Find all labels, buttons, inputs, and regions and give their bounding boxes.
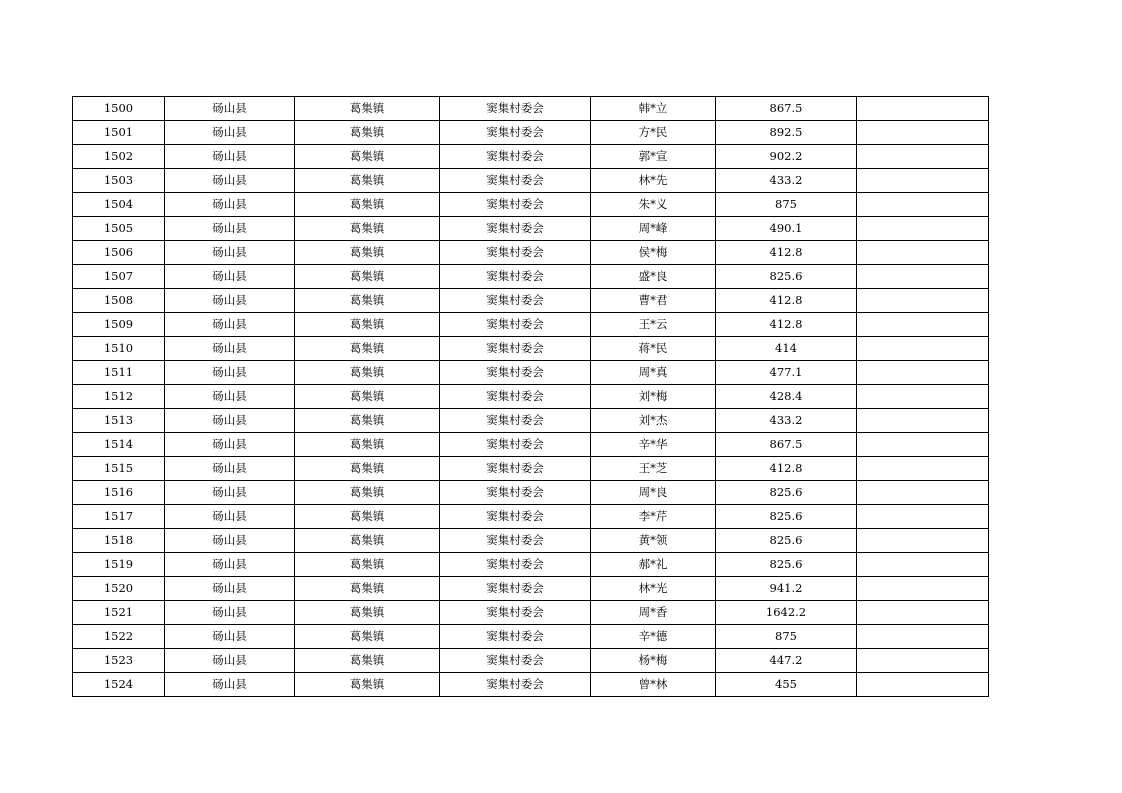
cell-town: 葛集镇 bbox=[295, 241, 440, 265]
cell-person-name: 韩*立 bbox=[591, 97, 716, 121]
cell-note bbox=[857, 169, 989, 193]
table-row bbox=[73, 385, 989, 409]
cell-serial-number: 1512 bbox=[73, 385, 165, 409]
cell-serial-number: 1500 bbox=[73, 97, 165, 121]
cell-person-name: 林*先 bbox=[591, 169, 716, 193]
cell-village-committee: 窦集村委会 bbox=[440, 529, 591, 553]
cell-amount: 902.2 bbox=[716, 145, 857, 169]
table-row bbox=[73, 457, 989, 481]
cell-person-name: 郝*礼 bbox=[591, 553, 716, 577]
cell-town: 葛集镇 bbox=[295, 577, 440, 601]
cell-note bbox=[857, 265, 989, 289]
table-row bbox=[73, 169, 989, 193]
cell-person-name: 辛*德 bbox=[591, 625, 716, 649]
table-body bbox=[73, 97, 989, 697]
cell-note bbox=[857, 241, 989, 265]
cell-note bbox=[857, 385, 989, 409]
cell-serial-number: 1518 bbox=[73, 529, 165, 553]
cell-village-committee: 窦集村委会 bbox=[440, 361, 591, 385]
table-row bbox=[73, 193, 989, 217]
cell-serial-number: 1501 bbox=[73, 121, 165, 145]
cell-county: 砀山县 bbox=[165, 361, 295, 385]
cell-note bbox=[857, 433, 989, 457]
cell-county: 砀山县 bbox=[165, 553, 295, 577]
cell-town: 葛集镇 bbox=[295, 601, 440, 625]
cell-town: 葛集镇 bbox=[295, 649, 440, 673]
table-row bbox=[73, 673, 989, 697]
cell-county: 砀山县 bbox=[165, 481, 295, 505]
cell-county: 砀山县 bbox=[165, 217, 295, 241]
cell-note bbox=[857, 97, 989, 121]
document-sheet bbox=[72, 96, 988, 697]
table-row bbox=[73, 313, 989, 337]
cell-note bbox=[857, 193, 989, 217]
cell-amount: 447.2 bbox=[716, 649, 857, 673]
table-row bbox=[73, 625, 989, 649]
cell-county: 砀山县 bbox=[165, 625, 295, 649]
cell-amount: 892.5 bbox=[716, 121, 857, 145]
cell-village-committee: 窦集村委会 bbox=[440, 457, 591, 481]
cell-serial-number: 1515 bbox=[73, 457, 165, 481]
cell-person-name: 侯*梅 bbox=[591, 241, 716, 265]
cell-amount: 412.8 bbox=[716, 289, 857, 313]
cell-note bbox=[857, 361, 989, 385]
cell-amount: 825.6 bbox=[716, 505, 857, 529]
cell-town: 葛集镇 bbox=[295, 433, 440, 457]
cell-county: 砀山县 bbox=[165, 97, 295, 121]
cell-village-committee: 窦集村委会 bbox=[440, 217, 591, 241]
cell-person-name: 黄*领 bbox=[591, 529, 716, 553]
cell-person-name: 周*峰 bbox=[591, 217, 716, 241]
cell-county: 砀山县 bbox=[165, 169, 295, 193]
cell-amount: 433.2 bbox=[716, 409, 857, 433]
cell-person-name: 刘*梅 bbox=[591, 385, 716, 409]
cell-county: 砀山县 bbox=[165, 145, 295, 169]
cell-village-committee: 窦集村委会 bbox=[440, 625, 591, 649]
cell-amount: 825.6 bbox=[716, 553, 857, 577]
cell-town: 葛集镇 bbox=[295, 553, 440, 577]
cell-serial-number: 1520 bbox=[73, 577, 165, 601]
cell-town: 葛集镇 bbox=[295, 385, 440, 409]
cell-county: 砀山县 bbox=[165, 241, 295, 265]
cell-person-name: 盛*良 bbox=[591, 265, 716, 289]
cell-town: 葛集镇 bbox=[295, 481, 440, 505]
cell-county: 砀山县 bbox=[165, 529, 295, 553]
cell-town: 葛集镇 bbox=[295, 337, 440, 361]
cell-person-name: 曹*君 bbox=[591, 289, 716, 313]
cell-village-committee: 窦集村委会 bbox=[440, 265, 591, 289]
cell-serial-number: 1507 bbox=[73, 265, 165, 289]
cell-note bbox=[857, 505, 989, 529]
cell-note bbox=[857, 457, 989, 481]
cell-note bbox=[857, 673, 989, 697]
cell-note bbox=[857, 217, 989, 241]
cell-town: 葛集镇 bbox=[295, 97, 440, 121]
cell-serial-number: 1503 bbox=[73, 169, 165, 193]
cell-amount: 867.5 bbox=[716, 433, 857, 457]
cell-town: 葛集镇 bbox=[295, 409, 440, 433]
table-row bbox=[73, 361, 989, 385]
cell-amount: 1642.2 bbox=[716, 601, 857, 625]
cell-serial-number: 1523 bbox=[73, 649, 165, 673]
table-row bbox=[73, 145, 989, 169]
cell-county: 砀山县 bbox=[165, 505, 295, 529]
cell-village-committee: 窦集村委会 bbox=[440, 121, 591, 145]
cell-village-committee: 窦集村委会 bbox=[440, 481, 591, 505]
cell-serial-number: 1519 bbox=[73, 553, 165, 577]
cell-note bbox=[857, 289, 989, 313]
cell-person-name: 林*光 bbox=[591, 577, 716, 601]
cell-town: 葛集镇 bbox=[295, 529, 440, 553]
cell-person-name: 周*良 bbox=[591, 481, 716, 505]
cell-village-committee: 窦集村委会 bbox=[440, 313, 591, 337]
cell-county: 砀山县 bbox=[165, 385, 295, 409]
cell-amount: 428.4 bbox=[716, 385, 857, 409]
cell-amount: 414 bbox=[716, 337, 857, 361]
cell-county: 砀山县 bbox=[165, 649, 295, 673]
table-row bbox=[73, 409, 989, 433]
cell-town: 葛集镇 bbox=[295, 505, 440, 529]
cell-county: 砀山县 bbox=[165, 601, 295, 625]
table-row bbox=[73, 97, 989, 121]
table-row bbox=[73, 217, 989, 241]
cell-serial-number: 1504 bbox=[73, 193, 165, 217]
cell-person-name: 周*真 bbox=[591, 361, 716, 385]
cell-amount: 490.1 bbox=[716, 217, 857, 241]
cell-serial-number: 1521 bbox=[73, 601, 165, 625]
cell-county: 砀山县 bbox=[165, 409, 295, 433]
cell-serial-number: 1509 bbox=[73, 313, 165, 337]
cell-amount: 477.1 bbox=[716, 361, 857, 385]
table-row bbox=[73, 337, 989, 361]
cell-person-name: 曾*林 bbox=[591, 673, 716, 697]
cell-amount: 825.6 bbox=[716, 529, 857, 553]
cell-serial-number: 1505 bbox=[73, 217, 165, 241]
cell-village-committee: 窦集村委会 bbox=[440, 193, 591, 217]
cell-village-committee: 窦集村委会 bbox=[440, 649, 591, 673]
table-row bbox=[73, 553, 989, 577]
cell-serial-number: 1513 bbox=[73, 409, 165, 433]
table-row bbox=[73, 601, 989, 625]
cell-village-committee: 窦集村委会 bbox=[440, 241, 591, 265]
cell-person-name: 方*民 bbox=[591, 121, 716, 145]
cell-county: 砀山县 bbox=[165, 433, 295, 457]
cell-person-name: 杨*梅 bbox=[591, 649, 716, 673]
cell-town: 葛集镇 bbox=[295, 145, 440, 169]
cell-person-name: 刘*杰 bbox=[591, 409, 716, 433]
cell-amount: 412.8 bbox=[716, 241, 857, 265]
cell-amount: 875 bbox=[716, 625, 857, 649]
cell-town: 葛集镇 bbox=[295, 457, 440, 481]
cell-town: 葛集镇 bbox=[295, 673, 440, 697]
cell-county: 砀山县 bbox=[165, 577, 295, 601]
cell-person-name: 蒋*民 bbox=[591, 337, 716, 361]
cell-serial-number: 1510 bbox=[73, 337, 165, 361]
cell-person-name: 王*云 bbox=[591, 313, 716, 337]
cell-county: 砀山县 bbox=[165, 313, 295, 337]
cell-person-name: 朱*义 bbox=[591, 193, 716, 217]
cell-town: 葛集镇 bbox=[295, 313, 440, 337]
cell-person-name: 周*香 bbox=[591, 601, 716, 625]
table-row bbox=[73, 241, 989, 265]
cell-town: 葛集镇 bbox=[295, 193, 440, 217]
cell-village-committee: 窦集村委会 bbox=[440, 673, 591, 697]
cell-village-committee: 窦集村委会 bbox=[440, 145, 591, 169]
cell-note bbox=[857, 481, 989, 505]
cell-note bbox=[857, 577, 989, 601]
cell-person-name: 郭*宣 bbox=[591, 145, 716, 169]
cell-village-committee: 窦集村委会 bbox=[440, 553, 591, 577]
cell-village-committee: 窦集村委会 bbox=[440, 97, 591, 121]
cell-serial-number: 1506 bbox=[73, 241, 165, 265]
cell-amount: 941.2 bbox=[716, 577, 857, 601]
cell-person-name: 王*芝 bbox=[591, 457, 716, 481]
cell-note bbox=[857, 121, 989, 145]
cell-county: 砀山县 bbox=[165, 121, 295, 145]
table-row bbox=[73, 529, 989, 553]
cell-town: 葛集镇 bbox=[295, 625, 440, 649]
cell-note bbox=[857, 649, 989, 673]
cell-town: 葛集镇 bbox=[295, 217, 440, 241]
cell-county: 砀山县 bbox=[165, 337, 295, 361]
cell-town: 葛集镇 bbox=[295, 121, 440, 145]
cell-serial-number: 1514 bbox=[73, 433, 165, 457]
table-row bbox=[73, 433, 989, 457]
cell-note bbox=[857, 337, 989, 361]
cell-amount: 875 bbox=[716, 193, 857, 217]
cell-note bbox=[857, 553, 989, 577]
cell-serial-number: 1516 bbox=[73, 481, 165, 505]
cell-county: 砀山县 bbox=[165, 193, 295, 217]
cell-serial-number: 1517 bbox=[73, 505, 165, 529]
cell-serial-number: 1511 bbox=[73, 361, 165, 385]
cell-village-committee: 窦集村委会 bbox=[440, 409, 591, 433]
cell-note bbox=[857, 601, 989, 625]
cell-village-committee: 窦集村委会 bbox=[440, 385, 591, 409]
cell-amount: 412.8 bbox=[716, 457, 857, 481]
cell-note bbox=[857, 313, 989, 337]
cell-town: 葛集镇 bbox=[295, 361, 440, 385]
cell-village-committee: 窦集村委会 bbox=[440, 169, 591, 193]
cell-village-committee: 窦集村委会 bbox=[440, 505, 591, 529]
cell-note bbox=[857, 145, 989, 169]
cell-town: 葛集镇 bbox=[295, 265, 440, 289]
data-table bbox=[72, 96, 989, 697]
cell-amount: 825.6 bbox=[716, 481, 857, 505]
cell-village-committee: 窦集村委会 bbox=[440, 337, 591, 361]
cell-village-committee: 窦集村委会 bbox=[440, 577, 591, 601]
cell-village-committee: 窦集村委会 bbox=[440, 289, 591, 313]
cell-serial-number: 1508 bbox=[73, 289, 165, 313]
cell-note bbox=[857, 529, 989, 553]
table-row bbox=[73, 505, 989, 529]
cell-county: 砀山县 bbox=[165, 289, 295, 313]
cell-note bbox=[857, 409, 989, 433]
cell-county: 砀山县 bbox=[165, 457, 295, 481]
cell-amount: 455 bbox=[716, 673, 857, 697]
table-row bbox=[73, 289, 989, 313]
cell-village-committee: 窦集村委会 bbox=[440, 433, 591, 457]
cell-amount: 867.5 bbox=[716, 97, 857, 121]
table-row bbox=[73, 265, 989, 289]
cell-county: 砀山县 bbox=[165, 673, 295, 697]
cell-amount: 412.8 bbox=[716, 313, 857, 337]
cell-serial-number: 1502 bbox=[73, 145, 165, 169]
table-row bbox=[73, 649, 989, 673]
cell-county: 砀山县 bbox=[165, 265, 295, 289]
table-row bbox=[73, 481, 989, 505]
cell-serial-number: 1522 bbox=[73, 625, 165, 649]
table-row bbox=[73, 121, 989, 145]
cell-town: 葛集镇 bbox=[295, 289, 440, 313]
cell-note bbox=[857, 625, 989, 649]
cell-person-name: 辛*华 bbox=[591, 433, 716, 457]
table-row bbox=[73, 577, 989, 601]
cell-village-committee: 窦集村委会 bbox=[440, 601, 591, 625]
cell-serial-number: 1524 bbox=[73, 673, 165, 697]
cell-amount: 433.2 bbox=[716, 169, 857, 193]
cell-person-name: 李*芹 bbox=[591, 505, 716, 529]
cell-town: 葛集镇 bbox=[295, 169, 440, 193]
cell-amount: 825.6 bbox=[716, 265, 857, 289]
